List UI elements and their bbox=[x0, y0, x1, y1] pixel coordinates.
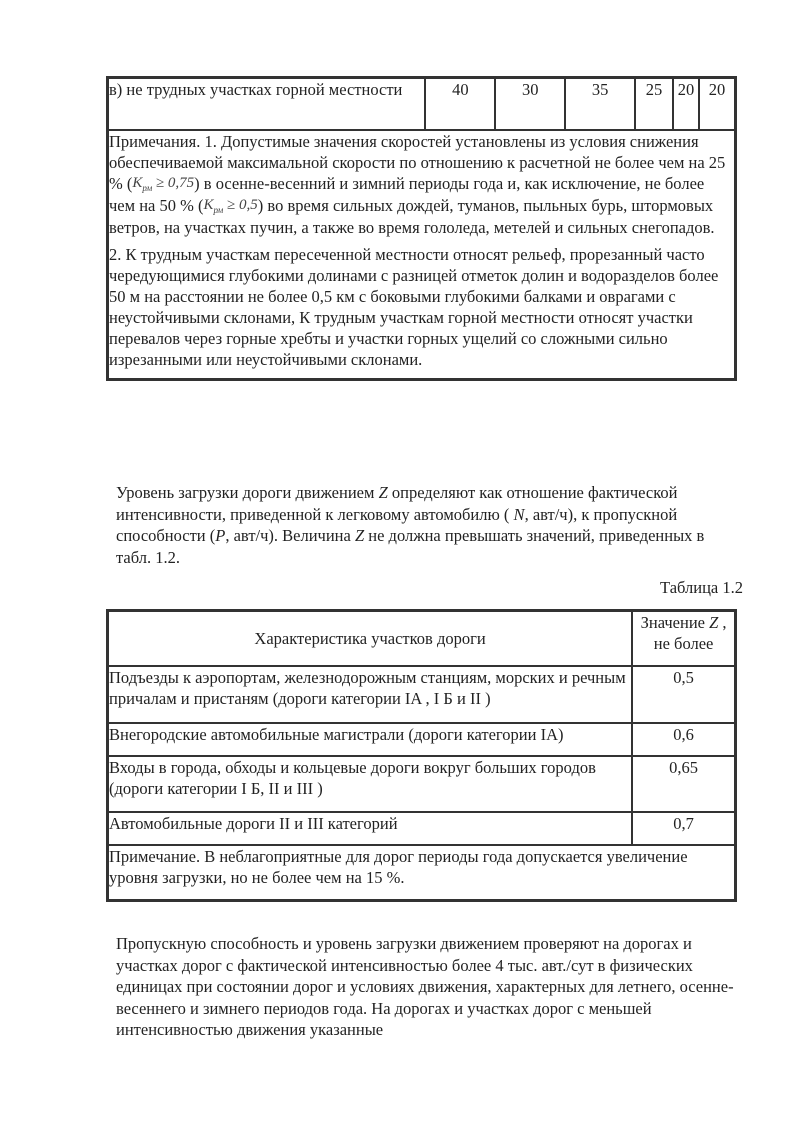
value-cell: 40 bbox=[425, 78, 495, 130]
note-1: Примечания. 1. Допустимые значения скоростей установлены из условия снижения обеспечиваемой максимальной скорости по отношению к расчетной не более чем на 25 % $(K_{рм} \ge 0,75)$ в осенне-весенний и зимний периоды года и, как исключение, не более чем на 50 % $(K_{рм} \ge 0,5)$ во время сильных дождей, туманов, пыльных бурь, штормовых ветров, на участках пучин, а также во время гололеда, метелей и сильных снегопадов. bbox=[109, 132, 726, 237]
row-value: 0,5 bbox=[632, 666, 735, 723]
value-cell: 20 bbox=[699, 78, 735, 130]
table-notes bbox=[108, 130, 735, 379]
row-label: в) не трудных участках горной местности bbox=[108, 78, 425, 130]
header-value: Значение Z , не более bbox=[632, 611, 735, 666]
table-row bbox=[108, 130, 735, 379]
value-cell: 25 bbox=[635, 78, 673, 130]
table-note: Примечание. В неблагоприятные для дорог периоды года допускается увеличение уровня загрузки, но не более чем на 15 %. bbox=[108, 845, 735, 900]
value-cell: 20 bbox=[673, 78, 699, 130]
row-value: 0,7 bbox=[632, 812, 735, 845]
note-2: 2. К трудным участкам пересеченной местности относят рельеф, прорезанный часто чередующимися глубокими долинами с разницей отметок долин и водоразделов более 50 м на расстоянии не более 0,5 км с боковыми глубокими балками и оврагами с неустойчивыми склонами, К трудным участкам горной местности относят участки перевалов через горные хребты и участки горных ущелий со сложными сильно изрезанными или неустойчивыми склонами. bbox=[109, 245, 719, 369]
table-header-row bbox=[108, 611, 735, 666]
value-cell: 30 bbox=[495, 78, 565, 130]
row-label: Подъезды к аэропортам, железнодорожным станциям, морских и речным причалам и пристаням (дороги категории IA , I Б и II ) bbox=[108, 666, 632, 723]
table-row bbox=[108, 666, 735, 723]
table-row bbox=[108, 812, 735, 845]
speed-table-fragment bbox=[106, 76, 737, 381]
table-caption: Таблица 1.2 bbox=[660, 578, 743, 597]
formula-k-075: $K_{рм} \ge 0,75$ bbox=[132, 175, 195, 193]
paragraph-load-level: Уровень загрузки дороги движением Z определяют как отношение фактической интенсивности, приведенной к легковому автомобилю ( N, авт/ч), к пропускной способности (P, авт/ч). Величина Z не должна превышать значений, приведенных в табл. 1.2. bbox=[116, 483, 705, 567]
row-value: 0,65 bbox=[632, 756, 735, 812]
value-cell: 35 bbox=[565, 78, 635, 130]
load-level-table bbox=[106, 609, 737, 902]
row-label: Входы в города, обходы и кольцевые дороги вокруг больших городов (дороги категории I Б, II и III ) bbox=[108, 756, 632, 812]
table-row bbox=[108, 723, 735, 756]
header-characteristic: Характеристика участков дороги bbox=[108, 611, 632, 666]
table-row bbox=[108, 756, 735, 812]
row-label: Автомобильные дороги II и III категорий bbox=[108, 812, 632, 845]
row-value: 0,6 bbox=[632, 723, 735, 756]
table-row bbox=[108, 845, 735, 900]
row-label: Внегородские автомобильные магистрали (дороги категории IA) bbox=[108, 723, 632, 756]
paragraph-capacity: Пропускную способность и уровень загрузки движением проверяют на дорогах и участках дорог с фактической интенсивностью более 4 тыс. авт./сут в физических единицах при состоянии дорог и условиях движения, характерных для летнего, осенне-весеннего и зимнего периодов года. На дорогах и участках дорог с меньшей интенсивностью движения указанные bbox=[116, 934, 734, 1039]
formula-k-05: $K_{рм} \ge 0,5$ bbox=[203, 197, 258, 215]
table-row bbox=[108, 78, 735, 130]
